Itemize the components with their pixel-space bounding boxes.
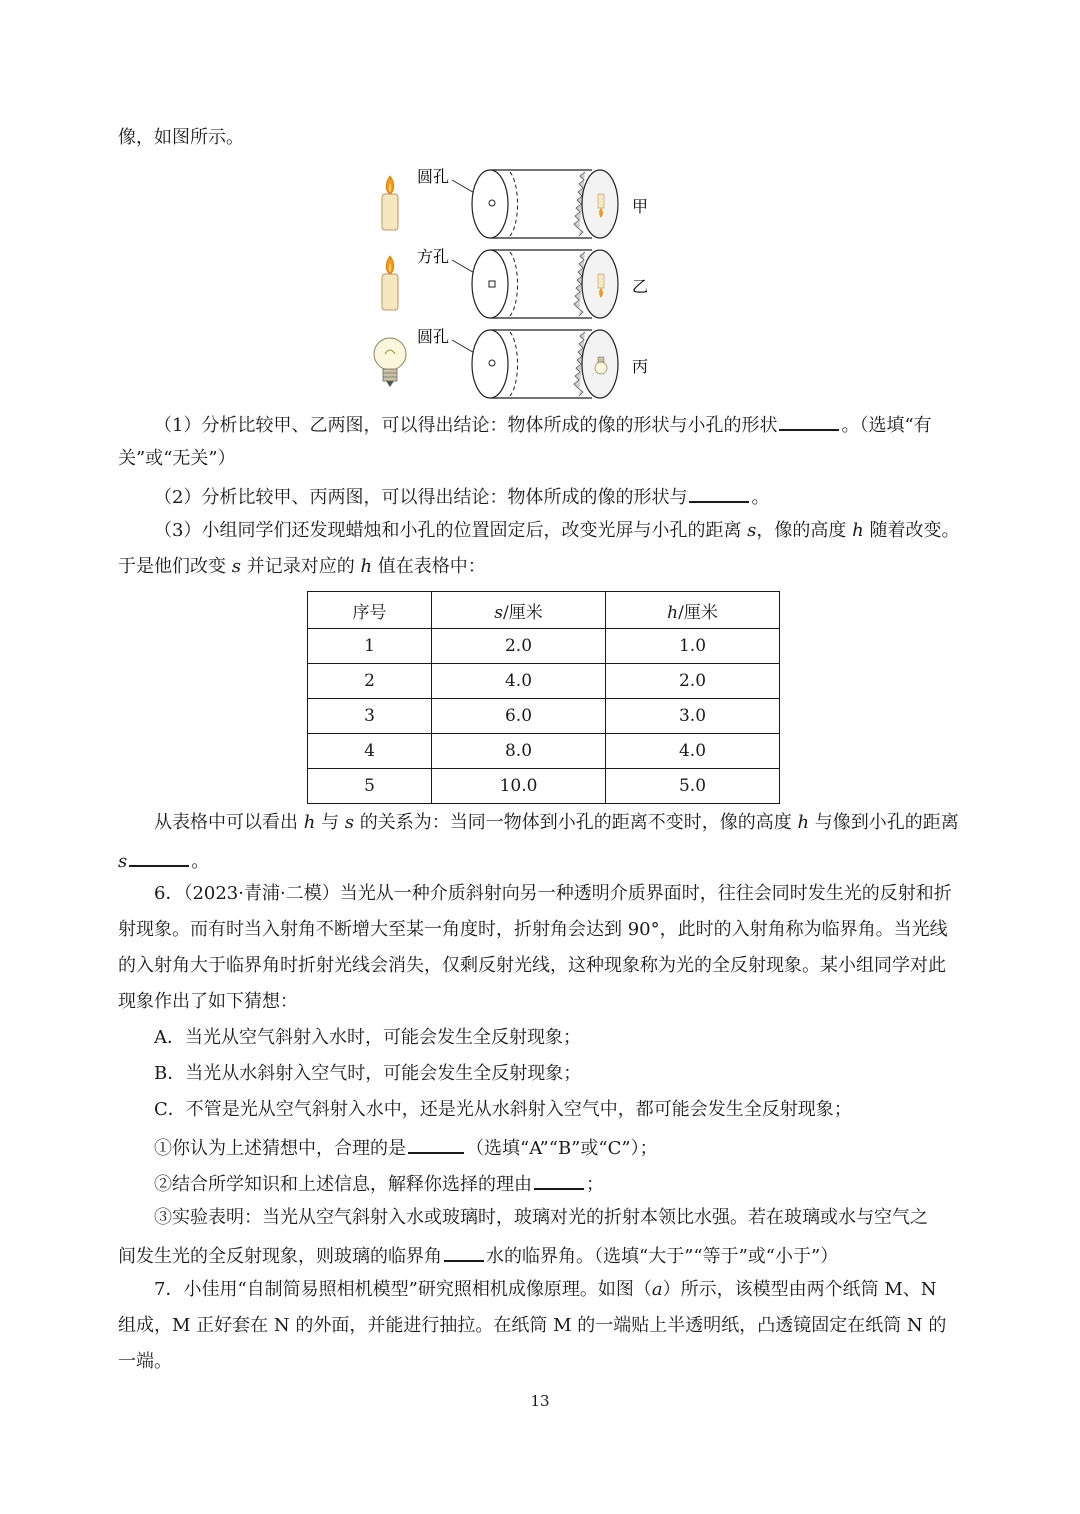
header-h: h/厘米 bbox=[606, 592, 780, 629]
p7-line3: 一端。 bbox=[118, 1351, 172, 1372]
option-c: C．不管是光从空气斜射入水中，还是光从水斜射入空气中，都可能会发生全反射现象； bbox=[154, 1099, 852, 1120]
answer-blank-6[interactable] bbox=[444, 1242, 484, 1262]
row-yi bbox=[382, 247, 648, 318]
p7-line2: 组成，M 正好套在 N 的外面，并能进行抽拉。在纸筒 M 的一端贴上半透明纸，凸透镜固定在纸筒 N 的 bbox=[118, 1315, 947, 1336]
label-round-hole-1: 圆孔 bbox=[417, 167, 450, 186]
label-round-hole-2: 圆孔 bbox=[417, 327, 450, 346]
p6-line3: 的入射角大于临界角时折射光线会消失，仅剩反射光线，这种现象称为光的全反射现象。某小组同学对此 bbox=[118, 955, 946, 976]
header-index: 序号 bbox=[308, 592, 432, 629]
pinhole-figure bbox=[360, 160, 660, 400]
p6-line2: 射现象。而有时当入射角不断增大至某一角度时，折射角会达到 90°，此时的入射角称为临界角。当光线 bbox=[118, 919, 948, 940]
q1-line2: 关”或“无关”） bbox=[118, 448, 236, 469]
answer-blank-4[interactable] bbox=[408, 1134, 464, 1154]
table-row: 3 6.0 3.0 bbox=[308, 699, 780, 734]
answer-blank-5[interactable] bbox=[534, 1170, 584, 1190]
tag-bing: 丙 bbox=[632, 357, 649, 376]
conclusion-line2: s 。 bbox=[118, 847, 209, 874]
tag-yi: 乙 bbox=[632, 277, 649, 296]
p6-line1: 6．（2023·青浦·二模）当光从一种介质斜射向另一种透明介质界面时，往往会同时发生光的反射和折 bbox=[154, 883, 952, 904]
sub-question-3-line1: ③实验表明：当光从空气斜射入水或玻璃时，玻璃对光的折射本领比水强。若在玻璃或水与空气之 bbox=[154, 1207, 928, 1228]
table-row: 5 10.0 5.0 bbox=[308, 769, 780, 804]
intro-text: 像，如图所示。 bbox=[118, 127, 244, 148]
light-bulb-icon bbox=[374, 338, 406, 387]
q3-line2: 于是他们改变 s 并记录对应的 h 值在表格中： bbox=[118, 556, 486, 577]
answer-blank-2[interactable] bbox=[689, 483, 749, 503]
q1-line1: （1）分析比较甲、乙两图，可以得出结论：物体所成的像的形状与小孔的形状 。（选填“有 bbox=[154, 411, 932, 438]
sub-question-3-line2: 间发生光的全反射现象，则玻璃的临界角 水的临界角。（选填“大于”“等于”或“小于”） bbox=[118, 1242, 838, 1269]
table-row: 2 4.0 2.0 bbox=[308, 664, 780, 699]
header-s: s/厘米 bbox=[432, 592, 606, 629]
q2-line: （2）分析比较甲、丙两图，可以得出结论：物体所成的像的形状与 。 bbox=[154, 483, 769, 510]
label-square-hole: 方孔 bbox=[417, 247, 450, 266]
page-number: 13 bbox=[530, 1392, 550, 1410]
option-a: A．当光从空气斜射入水时，可能会发生全反射现象； bbox=[154, 1027, 581, 1048]
answer-blank-3[interactable] bbox=[129, 847, 189, 867]
answer-blank-1[interactable] bbox=[779, 411, 839, 431]
row-bing bbox=[374, 327, 648, 398]
p7-line1: 7．小佳用“自制简易照相机模型”研究照相机成像原理。如图（a）所示，该模型由两个纸筒 M、N bbox=[154, 1279, 937, 1300]
table-row: 1 2.0 1.0 bbox=[308, 629, 780, 664]
candle-icon bbox=[382, 176, 398, 230]
tag-jia: 甲 bbox=[632, 197, 649, 216]
sub-question-1: ①你认为上述猜想中，合理的是 （选填“A”“B”或“C”）； bbox=[154, 1134, 658, 1161]
table-header-row bbox=[308, 592, 780, 629]
data-table bbox=[307, 591, 780, 804]
table-row: 4 8.0 4.0 bbox=[308, 734, 780, 769]
conclusion-line1: 从表格中可以看出 h 与 s 的关系为：当同一物体到小孔的距离不变时，像的高度 h 与像到小孔的距离 bbox=[154, 812, 959, 833]
p6-line4: 现象作出了如下猜想： bbox=[118, 991, 298, 1012]
sub-question-2: ②结合所学知识和上述信息，解释你选择的理由 ； bbox=[154, 1170, 604, 1197]
row-jia bbox=[382, 167, 648, 238]
candle-icon bbox=[382, 256, 398, 310]
option-b: B．当光从水斜射入空气时，可能会发生全反射现象； bbox=[154, 1063, 582, 1084]
q3-line1: （3）小组同学们还发现蜡烛和小孔的位置固定后，改变光屏与小孔的距离 s，像的高度 h 随着改变。 bbox=[154, 520, 960, 541]
